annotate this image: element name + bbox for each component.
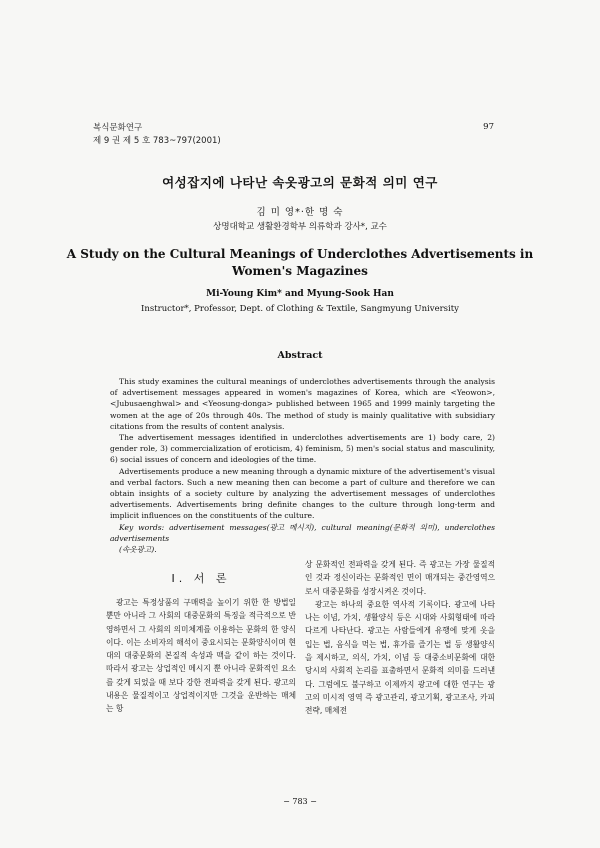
- right-column-paragraph-1: 상 문화적인 전파력을 갖게 된다. 즉 광고는 가장 물질적인 것과 정신이라는 문화적인 면이 매개되는 중간영역으로서 대중문화를 성장시켜온 것이다.: [305, 560, 495, 596]
- page-footer-number: − 783 −: [283, 797, 317, 806]
- abstract-body: [110, 376, 495, 555]
- korean-authors: 김 미 영*·한 명 숙: [256, 207, 344, 218]
- journal-volume: 제 9 권 제 5 호 783~797(2001): [93, 136, 221, 146]
- english-title-line-2: Women's Magazines: [232, 264, 368, 278]
- abstract-paragraph-1: This study examines the cultural meanings of underclothes advertisements through the analysis of advertisement messages appeared in women's magazines of Korea, which are <Yeowon>, <Jubusaenghwal> and <Yeosung-donga> published between 1965 and 1999 mainly targeting the women at the age of 20s through 40s. The method of study is mainly qualitative with subsidiary citations from the results of content analysis.: [110, 377, 495, 431]
- english-affiliation: Instructor*, Professor, Dept. of Clothing & Textile, Sangmyung University: [141, 304, 459, 314]
- right-column-paragraph-2: 광고는 하나의 중요한 역사적 기록이다. 광고에 나타나는 이념, 가치, 생활양식 등은 시대와 사회형태에 따라 다르게 나타난다. 광고는 사람들에게 유행에 맞게 옷을 입는 법, 음식을 먹는 법, 휴가를 즐기는 법 등 생활양식을 제시하고, 의식, 가치, 이념 등 대중소비문화에 대한 당시의 사회적 논리를 표출하면서 문화적 의미를 드러낸다. 그럼에도 불구하고 이제까지 광고에 대한 연구는 광고의 미시적 영역 즉 광고관리, 광고기획, 광고조사, 카피전략, 매체전: [305, 599, 495, 716]
- left-column-text: [106, 596, 296, 716]
- right-column-text: [305, 558, 495, 718]
- journal-name: 복식문화연구: [93, 123, 143, 133]
- english-authors: Mi-Young Kim* and Myung-Sook Han: [206, 289, 394, 299]
- abstract-paragraph-2: The advertisement messages identified in underclothes advertisements are 1) body care, 2) gender role, 3) commercialization of eroticism, 4) feminism, 5) men's social status and masculinity, 6) social issues of concern and ideologies of the time.: [110, 433, 495, 465]
- abstract-paragraph-3: Advertisements produce a new meaning through a dynamic mixture of the advertisement's visual and verbal factors. Such a new meaning then can become a part of culture and therefore we can obtain insights of a society culture by analyzing the advertisement messages of underclothes advertisements. Advertisements bring definite changes to the culture through long-term and implicit influences on the constituents of the culture.: [110, 466, 495, 521]
- keywords-continued: (속옷광고).: [119, 545, 157, 555]
- journal-page-number: 97: [483, 122, 494, 132]
- english-title: [0, 246, 600, 280]
- korean-affiliation: 상명대학교 생활환경학부 의류학과 강사*, 교수: [213, 222, 387, 232]
- journal-header: [93, 122, 221, 148]
- left-column-paragraph: 광고는 특정상품의 구매력을 높이기 위한 한 방법일 뿐만 아니라 그 사회의 대중문화의 특징을 적극적으로 반영하면서 그 사회의 의미체계를 이용하는 문화의 한 양식이다. 이는 소비자의 해석이 중요시되는 문화양식이며 현대의 대중문화의 본질적 속성과 맥을 같이 하는 것이다. 따라서 광고는 상업적인 메시지 뿐 아니라 문화적인 요소를 갖게 되었을 때 보다 강한 전파력을 갖게 된다. 광고의 내용은 물질적이고 상업적이지만 그것을 운반하는 매체는 항: [106, 598, 296, 714]
- section-title-introduction: Ⅰ. 서 론: [171, 572, 231, 585]
- korean-title: 여성잡지에 나타난 속옷광고의 문화적 의미 연구: [162, 175, 438, 190]
- abstract-heading: Abstract: [277, 350, 323, 361]
- english-title-line-1: A Study on the Cultural Meanings of Underclothes Advertisements in: [66, 247, 534, 261]
- keywords: Key words: advertisement messages(광고 메시지), cultural meaning(문화적 의미), underclothes advertisements: [110, 522, 495, 543]
